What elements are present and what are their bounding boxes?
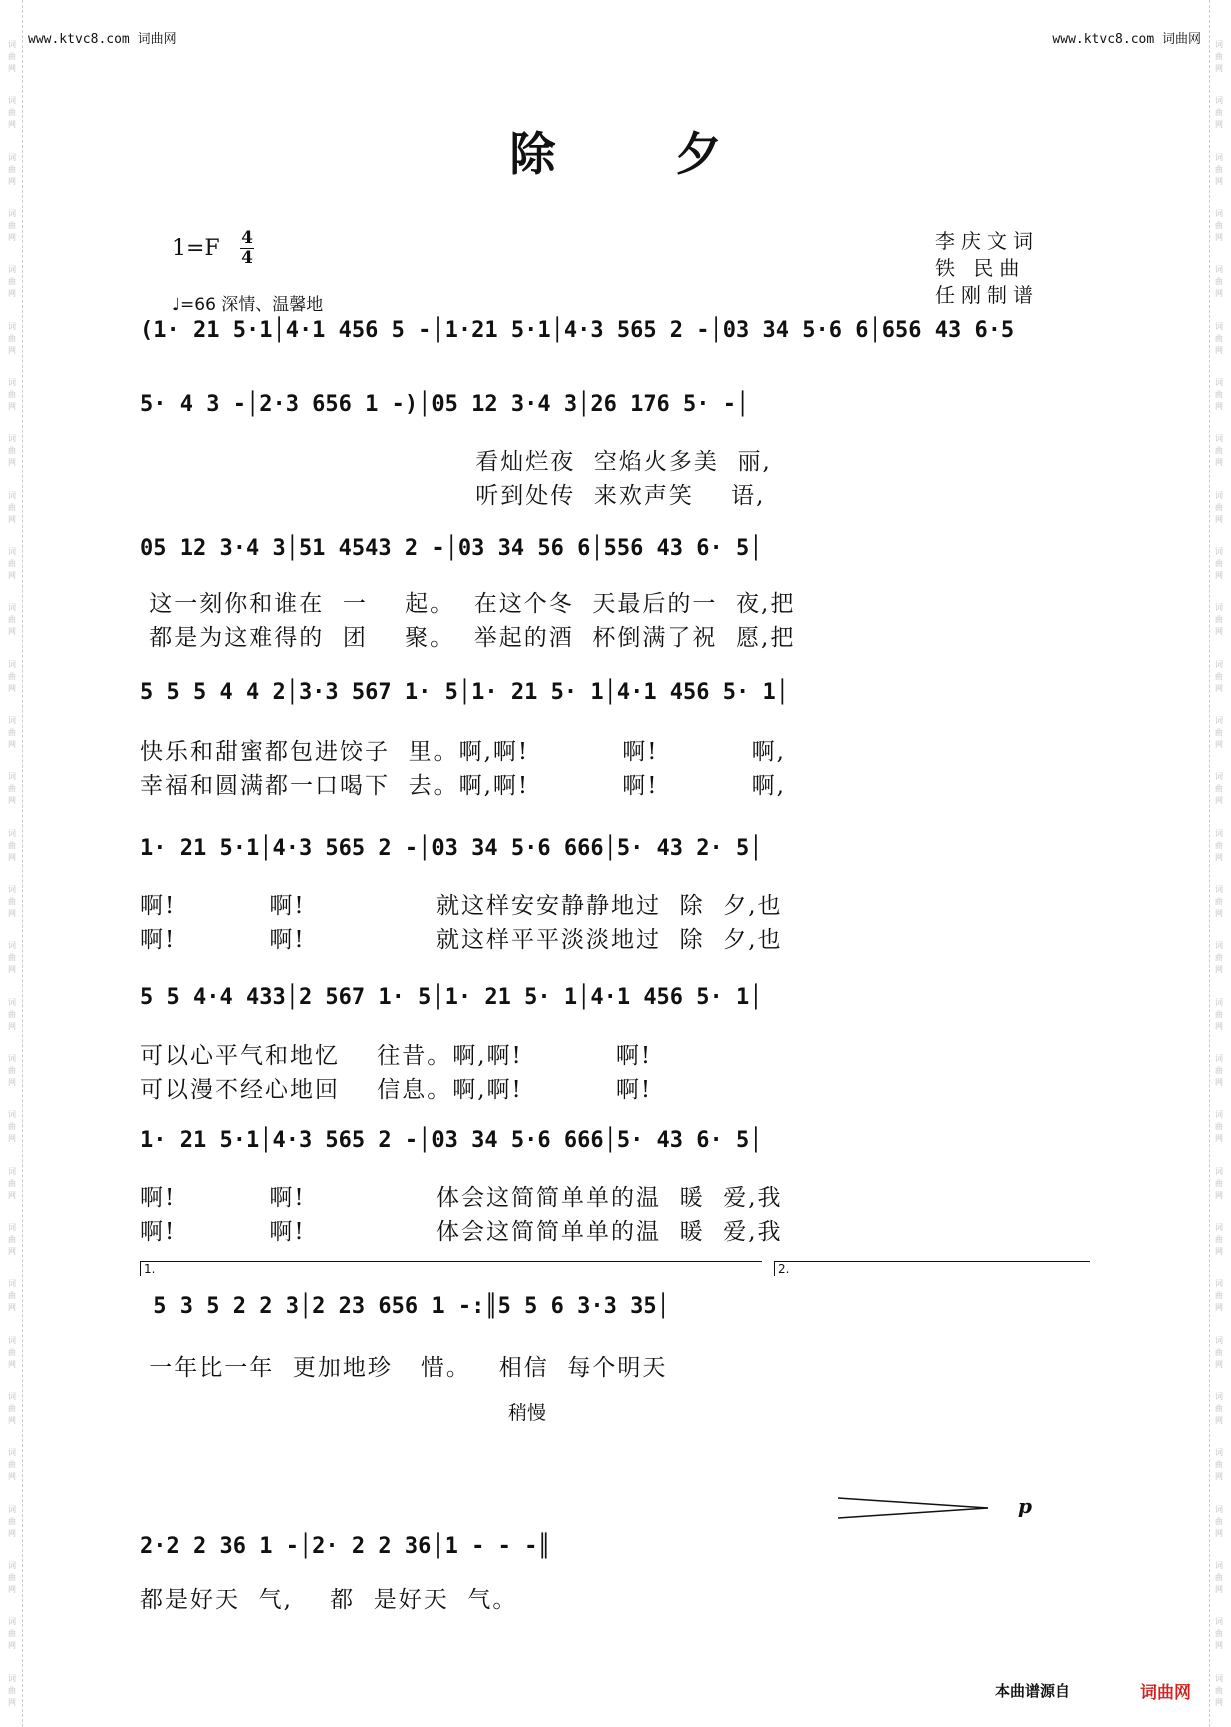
watermark-strip-char: 曲 [1215,1178,1223,1188]
lyric-9: 都是好天 气, 都 是好天 气。 [140,1587,518,1613]
watermark-strip-char: 网 [8,1303,16,1313]
watermark-strip-char: 网 [1215,852,1223,862]
watermark-strip-char: 曲 [1215,333,1223,343]
watermark-strip-char: 曲 [8,1291,16,1301]
watermark-strip-char: 词 [8,1617,16,1627]
credit-arranger: 任刚制谱 [935,283,1039,307]
watermark-strip-char: 网 [1215,458,1223,468]
watermark-strip-char: 网 [1215,1472,1223,1482]
watermark-strip-char: 网 [1215,345,1223,355]
watermark-strip-char: 曲 [1215,1403,1223,1413]
watermark-strip-char: 曲 [8,615,16,625]
watermark-strip-char: 曲 [1215,840,1223,850]
lyric-6-verse-1: 可以心平气和地忆 往昔。啊,啊! 啊! [140,1043,653,1069]
watermark-strip-char: 词 [8,1335,16,1345]
watermark-strip-char: 曲 [8,108,16,118]
watermark-strip-char: 曲 [8,784,16,794]
lyric-3-verse-1: 这一刻你和谁在 一 起。 在这个冬 天最后的一 夜,把 [140,591,796,617]
watermark-strip-char: 曲 [1215,1572,1223,1582]
watermark-strip-char: 词 [1215,1504,1223,1514]
music-line-3: 05 12 3·4 3│51 4543 2 -│03 34 56 6│556 43 6· 5│ [140,536,763,561]
watermark-strip-char: 曲 [8,953,16,963]
watermark-strip-char: 词 [8,603,16,613]
watermark-strip-char: 词 [8,546,16,556]
music-line-9: 2·2 2 36 1 -│2· 2 2 36│1 - - -║ [140,1534,551,1559]
watermark-strip-char: 网 [8,1077,16,1087]
watermark-strip-char: 词 [1215,40,1223,49]
watermark-strip-char: 词 [8,40,16,49]
watermark-strip-char: 词 [8,1504,16,1514]
watermark-strip-char: 曲 [1215,1291,1223,1301]
watermark-strip-char: 曲 [8,558,16,568]
watermark-strip-char: 词 [1215,1335,1223,1345]
watermark-strip-char: 词 [1215,941,1223,951]
left-watermark-strip [0,0,24,1727]
music-line-4: 5 5 5 4 4 2│3·3 567 1· 5│1· 21 5· 1│4·1 456 5· 1│ [140,680,790,705]
watermark-strip-char: 曲 [8,1065,16,1075]
volta-second-ending: 2. [774,1261,1090,1276]
watermark-strip-char: 词 [8,1053,16,1063]
watermark-strip-char: 词 [1215,1053,1223,1063]
credit-lyricist: 李庆文词 [935,229,1039,253]
watermark-strip-char: 词 [1215,1673,1223,1683]
watermark-strip-char: 网 [1215,1359,1223,1369]
watermark-strip-char: 词 [8,884,16,894]
watermark-strip-char: 曲 [1215,220,1223,230]
watermark-strip-char: 网 [8,289,16,299]
lyric-4-verse-2: 幸福和圆满都一口喝下 去。啊,啊! 啊! 啊, [140,773,786,799]
time-signature [240,230,254,267]
watermark-strip-char: 曲 [8,727,16,737]
key-signature: 1=F [172,236,220,261]
watermark-strip-char: 词 [1215,490,1223,500]
watermark-strip-char: 网 [8,401,16,411]
watermark-strip-char: 词 [8,1391,16,1401]
watermark-strip-char: 词 [8,1166,16,1176]
watermark-strip-char: 词 [1215,1222,1223,1232]
watermark-strip-char: 词 [8,1560,16,1570]
watermark-strip-char: 曲 [8,1685,16,1695]
tempo-marking: ♩=66 深情、温馨地 [172,295,324,315]
watermark-strip-char: 网 [8,908,16,918]
watermark-strip-char: 词 [1215,997,1223,1007]
watermark-strip-char: 词 [1215,152,1223,162]
watermark-strip-char: 网 [8,1584,16,1594]
watermark-strip-char: 曲 [1215,953,1223,963]
lyric-7-verse-1: 啊! 啊! 体会这简简单单的温 暖 爱,我 [140,1185,783,1211]
watermark-strip-char: 网 [8,120,16,130]
watermark-strip-char: 网 [8,852,16,862]
watermark-strip-char: 词 [1215,772,1223,782]
watermark-strip-char: 曲 [8,1234,16,1244]
watermark-strip-char: 曲 [1215,727,1223,737]
lyric-8: 一年比一年 更加地珍 惜。 相信 每个明天 [140,1355,668,1381]
watermark-strip-char: 曲 [8,502,16,512]
watermark-strip-char: 网 [1215,176,1223,186]
music-line-2: 5· 4 3 -│2·3 656 1 -)│05 12 3·4 3│26 176 5· -│ [140,392,750,417]
watermark-strip-char: 网 [1215,570,1223,580]
watermark-strip-char: 词 [1215,1617,1223,1627]
watermark-strip-char: 曲 [8,1516,16,1526]
watermark-strip-char: 词 [8,941,16,951]
watermark-strip-char: 网 [1215,739,1223,749]
watermark-strip-char: 曲 [1215,502,1223,512]
watermark-strip-char: 曲 [8,220,16,230]
lyric-2-verse-2: 听到处传 来欢声笑 语, [140,483,766,509]
music-line-1: (1· 21 5·1│4·1 456 5 -│1·21 5·1│4·3 565 2 -│03 34 5·6 6│656 43 6·5 [140,318,1015,343]
watermark-strip-char: 词 [8,377,16,387]
watermark-strip-char: 网 [1215,1641,1223,1651]
watermark-strip-char: 曲 [1215,108,1223,118]
watermark-strip-char: 网 [8,1359,16,1369]
watermark-strip-char: 网 [1215,627,1223,637]
watermark-strip-char: 词 [8,1673,16,1683]
decrescendo-hairpin [838,1494,998,1520]
watermark-strip-char: 网 [8,232,16,242]
dynamic-marking: p [1018,1494,1032,1518]
watermark-right[interactable]: www.ktvc8.com 词曲网 [1052,32,1201,47]
watermark-strip-char: 词 [1215,434,1223,444]
watermark-strip-char: 曲 [1215,1009,1223,1019]
watermark-strip-char: 曲 [1215,164,1223,174]
footer-brand[interactable]: 词曲网 [1140,1683,1191,1703]
credit-composer: 铁 民曲 [935,256,1026,280]
watermark-strip-char: 网 [8,739,16,749]
watermark-strip-char: 曲 [1215,1065,1223,1075]
watermark-strip-char: 曲 [8,1009,16,1019]
watermark-strip-char: 网 [8,627,16,637]
watermark-strip-char: 网 [1215,796,1223,806]
lyric-5-verse-2: 啊! 啊! 就这样平平淡淡地过 除 夕,也 [140,927,783,953]
watermark-strip-char: 词 [1215,659,1223,669]
watermark-strip-char: 词 [8,152,16,162]
watermark-strip-char: 词 [1215,265,1223,275]
watermark-strip-char: 词 [8,321,16,331]
right-watermark-strip [1207,0,1231,1727]
watermark-strip-char: 词 [8,208,16,218]
watermark-strip-char: 词 [1215,1448,1223,1458]
lyric-6-verse-2: 可以漫不经心地回 信息。啊,啊! 啊! [140,1077,653,1103]
watermark-strip-char: 网 [1215,1021,1223,1031]
watermark-strip-char: 网 [8,1134,16,1144]
watermark-strip-char: 网 [8,683,16,693]
watermark-left[interactable]: www.ktvc8.com 词曲网 [28,32,177,47]
lyric-3-verse-2: 都是为这难得的 团 聚。 举起的酒 杯倒满了祝 愿,把 [140,625,796,651]
watermark-strip-char: 网 [1215,1584,1223,1594]
watermark-strip-char: 网 [1215,1134,1223,1144]
watermark-strip-char: 网 [8,458,16,468]
watermark-strip-char: 网 [1215,1697,1223,1707]
watermark-strip-char: 网 [8,1697,16,1707]
watermark-strip-char: 网 [1215,1246,1223,1256]
tempo-change-marking: 稍慢 [508,1402,547,1424]
watermark-strip-char: 网 [8,1528,16,1538]
volta-first-ending: 1. [140,1261,762,1276]
watermark-strip-char: 曲 [1215,671,1223,681]
watermark-strip-char: 网 [8,176,16,186]
watermark-strip-char: 网 [1215,683,1223,693]
watermark-strip-char: 曲 [1215,52,1223,61]
watermark-strip-char: 词 [8,1222,16,1232]
watermark-strip-char: 词 [1215,884,1223,894]
watermark-strip-char: 网 [8,965,16,975]
watermark-strip-char: 词 [1215,715,1223,725]
watermark-strip-char: 网 [1215,1415,1223,1425]
watermark-strip-char: 曲 [8,333,16,343]
watermark-strip-char: 网 [1215,1190,1223,1200]
watermark-strip-char: 曲 [1215,1234,1223,1244]
watermark-strip-char: 网 [8,514,16,524]
watermark-strip-char: 网 [1215,514,1223,524]
watermark-strip-char: 词 [1215,1391,1223,1401]
time-signature-top: 4 [241,228,253,248]
watermark-strip-char: 网 [1215,64,1223,73]
watermark-strip-char: 网 [8,796,16,806]
watermark-strip-char: 网 [8,345,16,355]
watermark-strip-char: 词 [1215,1110,1223,1120]
watermark-strip-char: 词 [1215,208,1223,218]
watermark-strip-char: 网 [8,570,16,580]
watermark-strip-char: 曲 [8,446,16,456]
watermark-strip-char: 曲 [8,896,16,906]
watermark-strip-char: 曲 [8,1629,16,1639]
watermark-strip-char: 词 [8,1448,16,1458]
watermark-strip-char: 曲 [8,1572,16,1582]
watermark-strip-char: 词 [8,659,16,669]
music-line-6: 5 5 4·4 433│2 567 1· 5│1· 21 5· 1│4·1 456 5· 1│ [140,985,763,1010]
watermark-strip-char: 曲 [1215,277,1223,287]
time-signature-bottom: 4 [241,248,253,268]
watermark-strip-char: 曲 [8,164,16,174]
watermark-strip-char: 词 [1215,377,1223,387]
credits [935,228,1039,309]
watermark-strip-char: 词 [1215,96,1223,106]
watermark-strip-char: 词 [8,96,16,106]
watermark-strip-char: 曲 [1215,896,1223,906]
watermark-strip-char: 词 [8,997,16,1007]
watermark-strip-char: 网 [8,1190,16,1200]
watermark-strip-char: 网 [1215,289,1223,299]
watermark-strip-char: 网 [1215,401,1223,411]
watermark-strip-char: 曲 [8,1403,16,1413]
watermark-strip-char: 曲 [1215,615,1223,625]
watermark-strip-char: 词 [8,1110,16,1120]
watermark-strip-char: 网 [8,1415,16,1425]
watermark-strip-char: 词 [1215,603,1223,613]
watermark-strip-char: 曲 [1215,446,1223,456]
watermark-strip-char: 曲 [8,1178,16,1188]
watermark-strip-char: 曲 [8,1347,16,1357]
watermark-strip-char: 词 [8,1279,16,1289]
watermark-strip-char: 网 [8,1472,16,1482]
watermark-strip-char: 网 [1215,908,1223,918]
watermark-strip-char: 词 [1215,828,1223,838]
music-line-7: 1· 21 5·1│4·3 565 2 -│03 34 5·6 666│5· 43 6· 5│ [140,1128,763,1153]
watermark-strip-char: 网 [1215,1303,1223,1313]
watermark-strip-char: 词 [1215,1279,1223,1289]
watermark-strip-char: 网 [1215,1077,1223,1087]
watermark-strip-char: 曲 [1215,389,1223,399]
watermark-strip-char: 曲 [1215,1629,1223,1639]
watermark-strip-char: 词 [8,490,16,500]
watermark-strip-char: 网 [1215,965,1223,975]
music-line-8: 5 3 5 2 2 3│2 23 656 1 -:║5 5 6 3·3 35│ [140,1294,670,1319]
song-title: 除夕 [509,127,842,181]
watermark-strip-char: 曲 [1215,1685,1223,1695]
source-note: 本曲谱源自 [995,1682,1071,1700]
watermark-strip-char: 网 [8,64,16,73]
watermark-strip-char: 曲 [8,52,16,61]
lyric-5-verse-1: 啊! 啊! 就这样安安静静地过 除 夕,也 [140,893,783,919]
watermark-strip-char: 词 [8,772,16,782]
watermark-strip-char: 词 [1215,1166,1223,1176]
watermark-strip-char: 词 [8,434,16,444]
watermark-strip-char: 网 [8,1246,16,1256]
watermark-strip-char: 曲 [8,1460,16,1470]
watermark-strip-char: 曲 [1215,1460,1223,1470]
music-line-5: 1· 21 5·1│4·3 565 2 -│03 34 5·6 666│5· 43 2· 5│ [140,836,763,861]
watermark-strip-char: 曲 [8,840,16,850]
watermark-strip-char: 网 [8,1641,16,1651]
watermark-strip-char: 曲 [1215,1347,1223,1357]
watermark-strip-char: 曲 [8,671,16,681]
watermark-strip-char: 曲 [8,389,16,399]
watermark-strip-char: 曲 [8,277,16,287]
watermark-strip-char: 曲 [1215,1516,1223,1526]
watermark-strip-char: 词 [1215,1560,1223,1570]
watermark-strip-char: 网 [8,1021,16,1031]
watermark-strip-char: 词 [1215,546,1223,556]
watermark-strip-char: 网 [1215,120,1223,130]
watermark-strip-char: 曲 [1215,784,1223,794]
lyric-7-verse-2: 啊! 啊! 体会这简简单单的温 暖 爱,我 [140,1219,783,1245]
watermark-strip-char: 网 [1215,1528,1223,1538]
watermark-strip-char: 曲 [1215,558,1223,568]
lyric-4-verse-1: 快乐和甜蜜都包进饺子 里。啊,啊! 啊! 啊, [140,739,786,765]
lyric-2-verse-1: 看灿烂夜 空焰火多美 丽, [140,449,772,475]
watermark-strip-char: 网 [1215,232,1223,242]
watermark-strip-char: 词 [8,265,16,275]
watermark-strip-char: 曲 [1215,1122,1223,1132]
watermark-strip-char: 词 [8,715,16,725]
watermark-strip-char: 词 [8,828,16,838]
watermark-strip-char: 词 [1215,321,1223,331]
watermark-strip-char: 曲 [8,1122,16,1132]
